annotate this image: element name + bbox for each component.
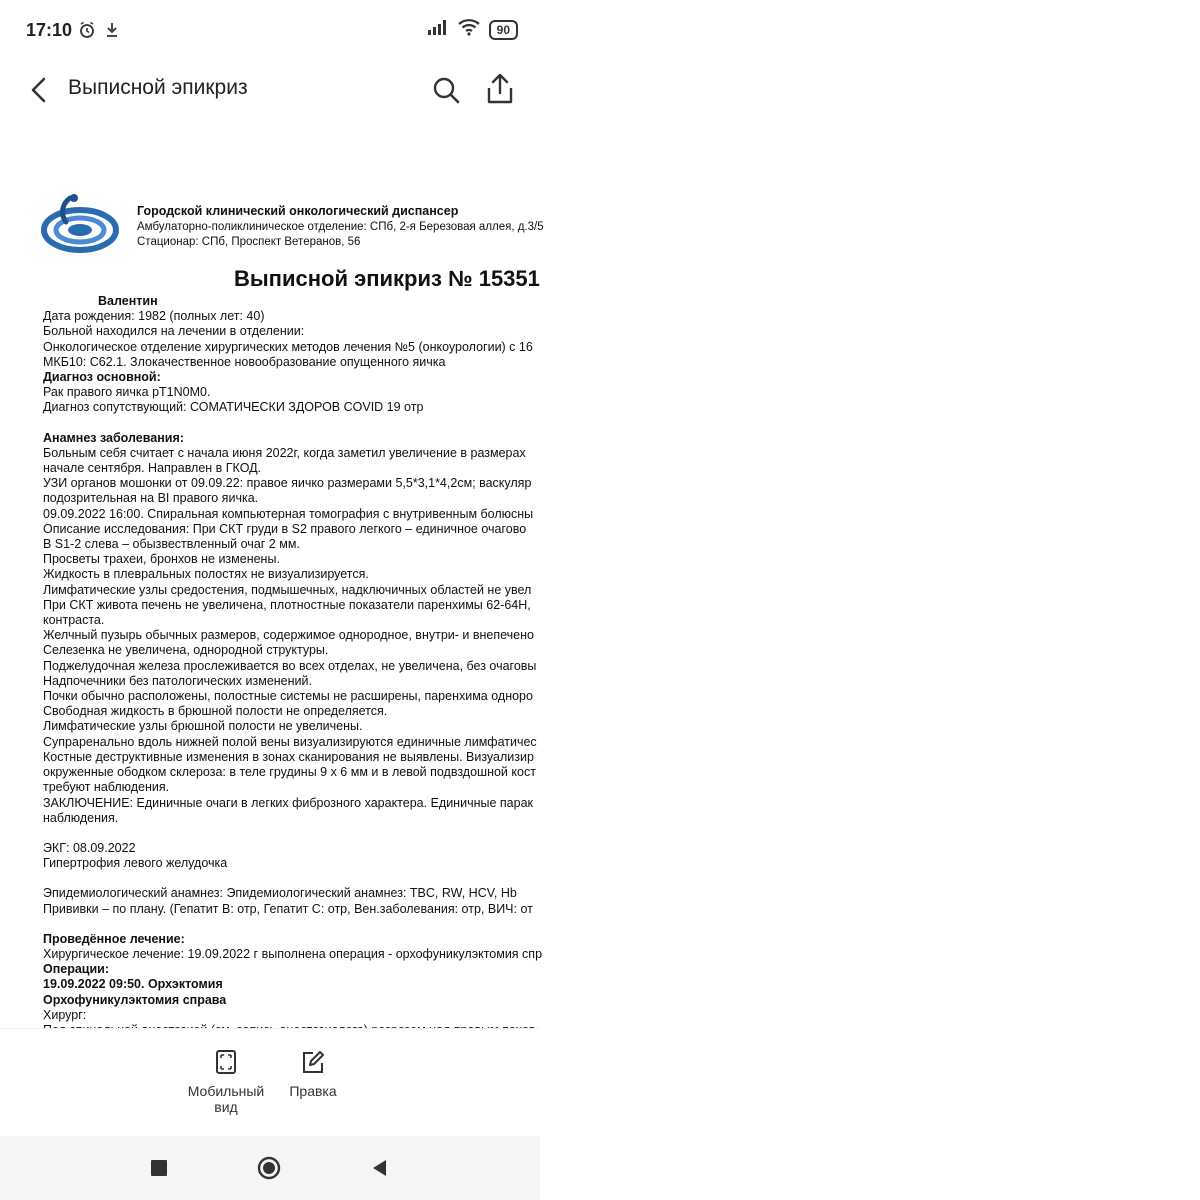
system-nav-bar: [0, 1136, 540, 1200]
signal-icon: [427, 19, 449, 40]
clinic-department: Амбулаторно-поликлиническое отделение: СПб, 2-я Березовая аллея, д.3/5: [137, 221, 544, 233]
document-line: Прививки – по плану. (Гепатит В: отр, Гепатит С: отр, Вен.заболевания: отр, ВИЧ: от: [43, 901, 533, 916]
document-line: Надпочечники без патологических изменений.: [43, 673, 312, 688]
document-line: Свободная жидкость в брюшной полости не определяется.: [43, 704, 388, 719]
section-gap: [43, 917, 542, 932]
document-line: Почки обычно расположены, полостные системы не расширены, паренхима одноро: [43, 689, 533, 704]
document-line: При СКТ живота печень не увеличена, плотностные показатели паренхимы 62-64Н,: [43, 597, 531, 612]
search-icon[interactable]: [430, 74, 462, 106]
document-line: Операции:: [43, 962, 110, 977]
document-line: 19.09.2022 09:50. Орхэктомия: [43, 977, 223, 992]
app-bar: [0, 64, 540, 118]
back-nav-icon[interactable]: [368, 1156, 392, 1180]
document-line: окруженные ободком склероза: в теле грудины 9 х 6 мм и в левой подвздошной кост: [43, 765, 536, 780]
document-line: Поджелудочная железа прослеживается во всех отделах, не увеличена, без очаговы: [43, 658, 537, 673]
bottom-toolbar: [0, 1028, 540, 1137]
document-line: Супраренально вдоль нижней полой вены визуализируются единичные лимфатичес: [43, 734, 537, 749]
document-line: Жидкость в плевральных полостях не визуализируется.: [43, 567, 369, 582]
section-gap: [43, 871, 542, 886]
status-time: 17:10: [26, 20, 73, 40]
document-line: Дата рождения: 1982 (полных лет: 40): [43, 309, 265, 324]
document-line: В S1-2 слева – обызвествленный очаг 2 мм.: [43, 537, 300, 552]
document-line: 09.09.2022 16:00. Спиральная компьютерная томография с внутривенным болюсны: [43, 506, 534, 521]
document-line: УЗИ органов мошонки от 09.09.22: правое яичко размерами 5,5*3,1*4,2см; васкуляр: [43, 476, 532, 491]
clinic-address: Стационар: СПб, Проспект Ветеранов, 56: [137, 236, 361, 248]
document-line: МКБ10: C62.1. Злокачественное новообразование опущенного яичка: [43, 354, 446, 369]
document-title: Выписной эпикриз № 15351: [234, 266, 540, 291]
document-line: начале сентября. Направлен в ГКОД.: [43, 461, 262, 476]
document-line: Больным себя считает с начала июня 2022г, когда заметил увеличение в размерах: [43, 445, 526, 460]
document-line: ЭКГ: 08.09.2022: [43, 840, 136, 855]
document-line: Селезенка не увеличена, однородной структуры.: [43, 643, 329, 658]
alarm-icon: [78, 21, 96, 44]
battery-indicator: 90: [489, 20, 518, 40]
edit-icon: [301, 1049, 325, 1075]
document-line: Лимфатические узлы брюшной полости не увеличены.: [43, 719, 363, 734]
download-icon: [104, 21, 120, 44]
document-body: [43, 294, 542, 1038]
clinic-name: Городской клинический онкологический диспансер: [137, 204, 459, 218]
document-line: Лимфатические узлы средостения, подмышечных, надключичных областей не увел: [43, 582, 532, 597]
status-bar: [0, 0, 540, 64]
edit-button[interactable]: [280, 1049, 346, 1099]
recents-icon[interactable]: [147, 1156, 171, 1180]
section-gap: [43, 826, 542, 841]
clinic-logo: [40, 192, 120, 256]
document-line: Анамнез заболевания:: [43, 430, 184, 445]
document-line: Больной находился на лечении в отделении:: [43, 324, 305, 339]
home-icon[interactable]: [257, 1156, 281, 1180]
document-line: Онкологическое отделение хирургических методов лечения №5 (онкоурологии) с 16: [43, 339, 533, 354]
wifi-icon: [457, 18, 481, 41]
document-line: Просветы трахеи, бронхов не изменены.: [43, 552, 280, 567]
document-line: контраста.: [43, 613, 105, 628]
document-line: Проведённое лечение:: [43, 931, 185, 946]
document-line: Орхофуникулэктомия справа: [43, 992, 227, 1007]
document-line: Валентин: [98, 294, 158, 308]
mobile-view-button[interactable]: [178, 1049, 274, 1115]
document-line: Хирургическое лечение: 19.09.2022 г выполнена операция - орхофуникулэктомия спр: [43, 946, 543, 961]
document-line: Эпидемиологический анамнез: Эпидемиологический анамнез: TBC, RW, HCV, Hb: [43, 886, 517, 901]
document-view[interactable]: [0, 180, 544, 1028]
document-line: Гипертрофия левого желудочка: [43, 856, 228, 871]
document-line: Рак правого яичка pT1N0M0.: [43, 385, 211, 400]
document-line: наблюдения.: [43, 810, 119, 825]
share-icon[interactable]: [484, 72, 516, 106]
document-line: Диагноз основной:: [43, 370, 161, 385]
document-line: Костные деструктивные изменения в зонах сканирования не выявлены. Визуализир: [43, 749, 534, 764]
document-line: Диагноз сопутствующий: СОМАТИЧЕСКИ ЗДОРОВ COVID 19 отр: [43, 400, 424, 415]
document-line: Желчный пузырь обычных размеров, содержимое однородное, внутри- и внепечено: [43, 628, 534, 643]
document-line: ЗАКЛЮЧЕНИЕ: Единичные очаги в легких фиброзного характера. Единичные парак: [43, 795, 533, 810]
mobile-view-icon: [215, 1049, 237, 1075]
page-title: Выписной эпикриз: [68, 76, 248, 99]
document-line: подозрительная на BI правого яичка.: [43, 491, 259, 506]
document-line: Описание исследования: При СКТ груди в S2 правого легкого – единичное очагово: [43, 521, 527, 536]
status-notification-icons: [78, 20, 120, 44]
section-gap: [43, 416, 542, 431]
edit-label: Правка: [289, 1083, 337, 1099]
document-line: требуют наблюдения.: [43, 780, 170, 795]
mobile-view-label: Мобильный вид: [187, 1083, 265, 1115]
back-arrow-icon[interactable]: [24, 74, 56, 106]
document-line: Хирург:: [43, 1007, 87, 1022]
